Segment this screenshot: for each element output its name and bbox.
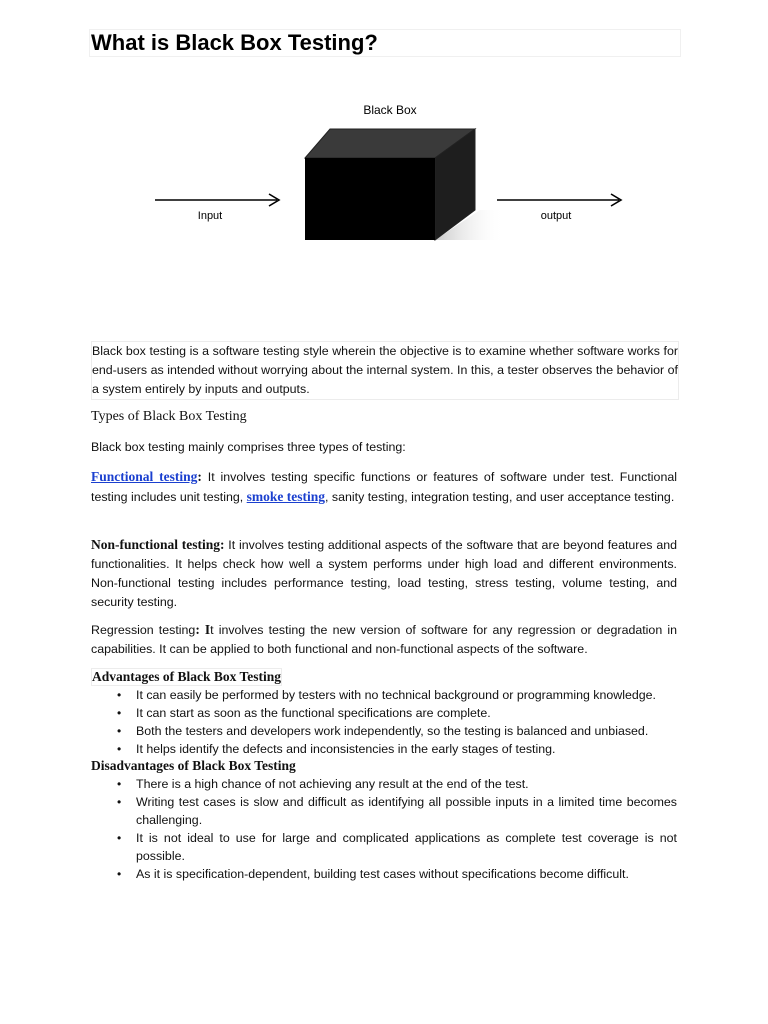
smoke-testing-link[interactable]: smoke testing [246,489,326,504]
list-item: • There is a high chance of not achieving any result at the end of the test. [117,777,529,791]
box-front-face [305,158,435,240]
bullet-icon: • [117,777,122,791]
list-item: • Writing test cases is slow and difficult as identifying all possible inputs in a limited time becomes challenging. [117,795,677,827]
bullet-icon: • [117,742,122,756]
bullet-icon: • [117,688,122,702]
nonfunctional-text: It involves testing additional aspects of the software that are beyond features and functionalities. It helps check how well a system performs under high load and different environments. Non-functional testing includes performance testing, load testing, stress testing, volume testing, and security testing. [91,538,677,609]
list-item: • It can easily be performed by testers with no technical background or programming knowledge. [117,688,656,702]
disadvantages-heading: Disadvantages of Black Box Testing [91,758,296,773]
nonfunctional-label: Non-functional testing: [91,537,225,552]
list-item: • It is not ideal to use for large and complicated applications as complete test coverage is not possible. [117,831,677,863]
black-box-label: Black Box [363,103,417,117]
bullet-icon: • [117,795,122,809]
functional-paragraph [91,467,677,507]
list-item: • Both the testers and developers work independently, so the testing is balanced and unbiased. [117,724,649,738]
regression-label: Regression testing [91,623,196,637]
types-heading: Types of Black Box Testing [91,409,247,424]
types-intro: Black box testing mainly comprises three types of testing: [91,440,406,454]
list-item: • It can start as soon as the functional specifications are complete. [117,706,491,720]
input-label: Input [197,210,223,222]
list-item: • As it is specification-dependent, building test cases without specifications become difficult. [117,867,629,881]
advantages-list [91,686,677,758]
regression-text: t involves testing the new version of software for any regression or degradation in capabilities. It can be applied to both functional and non-functional aspects of the software. [91,623,677,656]
bullet-icon: • [117,724,122,738]
list-item: • It helps identify the defects and inconsistencies in the early stages of testing. [117,742,556,756]
disadvantages-list [91,775,677,883]
regression-paragraph [91,620,677,659]
regression-colon: : I [195,622,211,637]
output-label: output [540,210,572,222]
page-title: What is Black Box Testing? [91,30,378,55]
intro-paragraph: Black box testing is a software testing style wherein the objective is to examine whether software works for end-users as intended without worrying about the internal system. In this, a tester observes the behavior of a system entirely by inputs and outputs. [91,341,679,400]
functional-testing-link[interactable]: Functional testing [91,469,198,484]
bullet-icon: • [117,831,122,845]
functional-text-1: It involves testing specific functions or features of software under test. Functional testing includes unit testing, [91,470,677,504]
bullet-icon: • [117,706,122,720]
black-box-diagram [145,95,635,255]
advantages-heading: Advantages of Black Box Testing [92,669,282,684]
functional-colon: : [197,469,202,484]
functional-text-2: , sanity testing, integration testing, and user acceptance testing. [325,490,675,504]
bullet-icon: • [117,867,122,881]
nonfunctional-paragraph [91,535,677,612]
